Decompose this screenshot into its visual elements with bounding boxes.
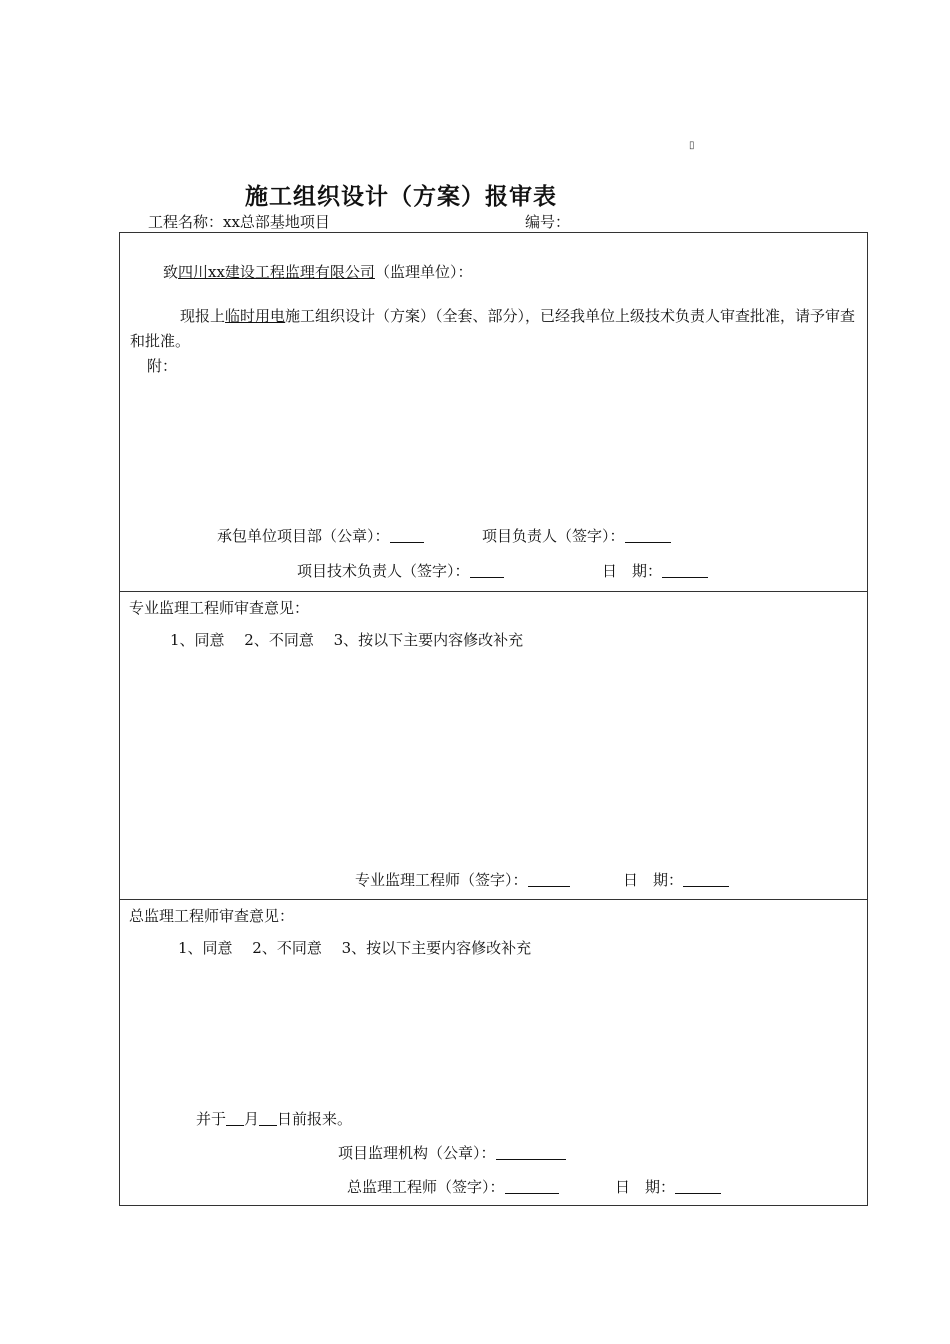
manager-sign-blank — [625, 528, 671, 543]
chief-review-heading: 总监理工程师审查意见： — [129, 907, 295, 925]
resubmit-month-label: 月 — [244, 1110, 260, 1128]
submission-date-blank — [662, 563, 708, 578]
supervision-unit-name: 四川xx建设工程监理有限公司 — [178, 263, 375, 281]
chief-review-section — [120, 899, 867, 1206]
addressee-prefix: 致 — [163, 263, 179, 281]
manager-sign-row — [482, 525, 671, 546]
page-title: 施工组织设计（方案）报审表 — [245, 183, 557, 210]
specialist-sign-blank — [528, 872, 570, 887]
specialist-review-section — [120, 591, 867, 900]
manager-sign-label: 项目负责人（签字）： — [482, 527, 625, 545]
specialist-review-options: 1、同意 2、不同意 3、按以下主要内容修改补充 — [170, 631, 524, 649]
specialist-date-label: 日 期： — [623, 871, 684, 889]
chief-date-label: 日 期： — [615, 1178, 676, 1196]
para-prefix: 现报上 — [180, 307, 226, 325]
supervision-org-seal-label: 项目监理机构（公章）： — [338, 1144, 496, 1162]
addressee-suffix: （监理单位）： — [374, 263, 473, 281]
contractor-seal-label: 承包单位项目部（公章）： — [217, 527, 390, 545]
project-name-value: xx总部基地项目 — [223, 213, 330, 231]
contractor-seal-row — [217, 525, 424, 546]
submission-date-label: 日 期： — [602, 562, 663, 580]
specialist-sign-label: 专业监理工程师（签字）： — [355, 871, 528, 889]
chief-date-blank — [675, 1179, 721, 1194]
tech-lead-sign-row — [297, 560, 504, 581]
para-rest: 施工组织设计（方案）（全套、部分），已经我单位上级技术负责人审查批准，请予审查和批准。 — [130, 307, 856, 350]
placeholder-glyph: ▯ — [689, 140, 695, 151]
resubmit-deadline-row — [196, 1108, 352, 1129]
tech-lead-sign-label: 项目技术负责人（签字）： — [297, 562, 470, 580]
contractor-seal-blank — [390, 528, 424, 543]
resubmit-month-blank — [226, 1111, 244, 1126]
resubmit-suffix: 日前报来。 — [277, 1110, 353, 1128]
addressee-line — [163, 261, 472, 282]
specialist-sign-row — [355, 869, 570, 890]
supervision-org-seal-row — [338, 1142, 566, 1163]
submission-paragraph — [130, 304, 860, 354]
attachment-label: 附： — [147, 357, 178, 375]
submission-date-row — [602, 560, 708, 581]
chief-sign-blank — [505, 1179, 559, 1194]
form-number-label: 编号： — [525, 213, 571, 231]
plan-item: 临时用电 — [225, 307, 286, 325]
approval-form-table — [119, 232, 868, 1206]
chief-sign-row — [347, 1176, 559, 1197]
specialist-date-row — [623, 869, 729, 890]
chief-review-options: 1、同意 2、不同意 3、按以下主要内容修改补充 — [178, 939, 532, 957]
specialist-date-blank — [683, 872, 729, 887]
resubmit-prefix: 并于 — [196, 1110, 227, 1128]
supervision-org-seal-blank — [496, 1145, 566, 1160]
project-name-label: 工程名称： — [148, 213, 224, 231]
resubmit-day-blank — [259, 1111, 277, 1126]
chief-date-row — [615, 1176, 721, 1197]
project-name-row — [148, 211, 330, 232]
submission-section — [120, 233, 867, 591]
chief-sign-label: 总监理工程师（签字）： — [347, 1178, 505, 1196]
specialist-review-heading: 专业监理工程师审查意见： — [129, 599, 310, 617]
tech-lead-sign-blank — [470, 563, 504, 578]
